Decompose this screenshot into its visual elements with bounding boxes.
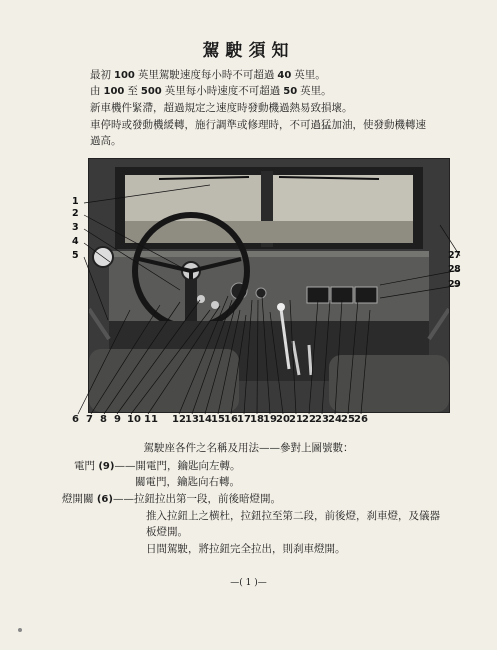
- page-title: 駕駛須知: [202, 41, 295, 61]
- item-light-switch-line-1: ——拉鈕拉出第一段，前後暗燈開。: [112, 493, 281, 505]
- callout-7: 7: [86, 414, 93, 425]
- item-ignition-line-2: 關電門，鑰匙向右轉。: [135, 476, 240, 488]
- callout-9: 9: [114, 414, 121, 425]
- callout-10: 10: [127, 414, 141, 425]
- callout-4: 4: [72, 236, 79, 247]
- item-ignition-num: (9): [98, 461, 115, 472]
- callout-14: 14: [198, 414, 212, 425]
- item-light-switch-line-3: 板燈開。: [146, 526, 188, 538]
- callout-24: 24: [328, 414, 342, 425]
- item-light-switch-line-2: 推入拉鈕上之横杜，拉鈕拉至第二段，前後燈，刹車燈，及儀器: [146, 510, 440, 522]
- intro-line-2: 由 100 至 500 英里每小時速度不可超過 50 英里。: [90, 85, 332, 97]
- callout-3: 3: [72, 222, 79, 233]
- callout-25: 25: [341, 414, 355, 425]
- figure-caption: 駕駛座各件之名稱及用法——參對上圖號數：: [143, 442, 354, 454]
- page-speck: [18, 628, 22, 632]
- callout-23: 23: [315, 414, 329, 425]
- callout-19: 19: [263, 414, 277, 425]
- item-light-switch-line-4: 日間駕駛，將拉鈕完全拉出，則刹車燈開。: [146, 543, 346, 555]
- page-number: —( 1 )—: [230, 578, 267, 588]
- callout-22: 22: [302, 414, 316, 425]
- intro-line-1: 最初 100 英里駕駛速度每小時不可超過 40 英里。: [90, 69, 326, 81]
- item-light-switch-num: (6): [96, 494, 113, 505]
- item-light-switch-name: 燈開關: [62, 493, 94, 505]
- callout-16: 16: [224, 414, 238, 425]
- callout-29: 29: [448, 279, 461, 290]
- paragraph-2-cont: 過高。: [90, 135, 122, 147]
- callout-12: 12: [172, 414, 186, 425]
- callout-20: 20: [276, 414, 290, 425]
- callout-8: 8: [100, 414, 107, 425]
- callout-2: 2: [72, 208, 79, 219]
- callout-5: 5: [72, 250, 79, 261]
- paragraph-2: 車停時或發動機緩轉，施行調準或修理時，不可過猛加油，使發動機轉速: [90, 119, 426, 131]
- callout-21: 21: [289, 414, 303, 425]
- callout-28: 28: [448, 264, 461, 275]
- item-ignition-name: 電門: [74, 460, 95, 472]
- paragraph-1: 新車機件緊滯，超過規定之速度時發動機過熱易致損壞。: [90, 102, 353, 114]
- callout-11: 11: [144, 414, 158, 425]
- callout-17: 17: [237, 414, 251, 425]
- callout-18: 18: [250, 414, 264, 425]
- callout-13: 13: [185, 414, 199, 425]
- item-ignition-line-1: ——開電門，鑰匙向左轉。: [114, 460, 241, 472]
- callout-6: 6: [72, 414, 79, 425]
- callout-26: 26: [354, 414, 368, 425]
- callout-1: 1: [72, 196, 79, 207]
- item-light-switch: [62, 492, 281, 507]
- item-ignition: [74, 459, 240, 474]
- callout-15: 15: [211, 414, 225, 425]
- callout-27: 27: [448, 250, 461, 261]
